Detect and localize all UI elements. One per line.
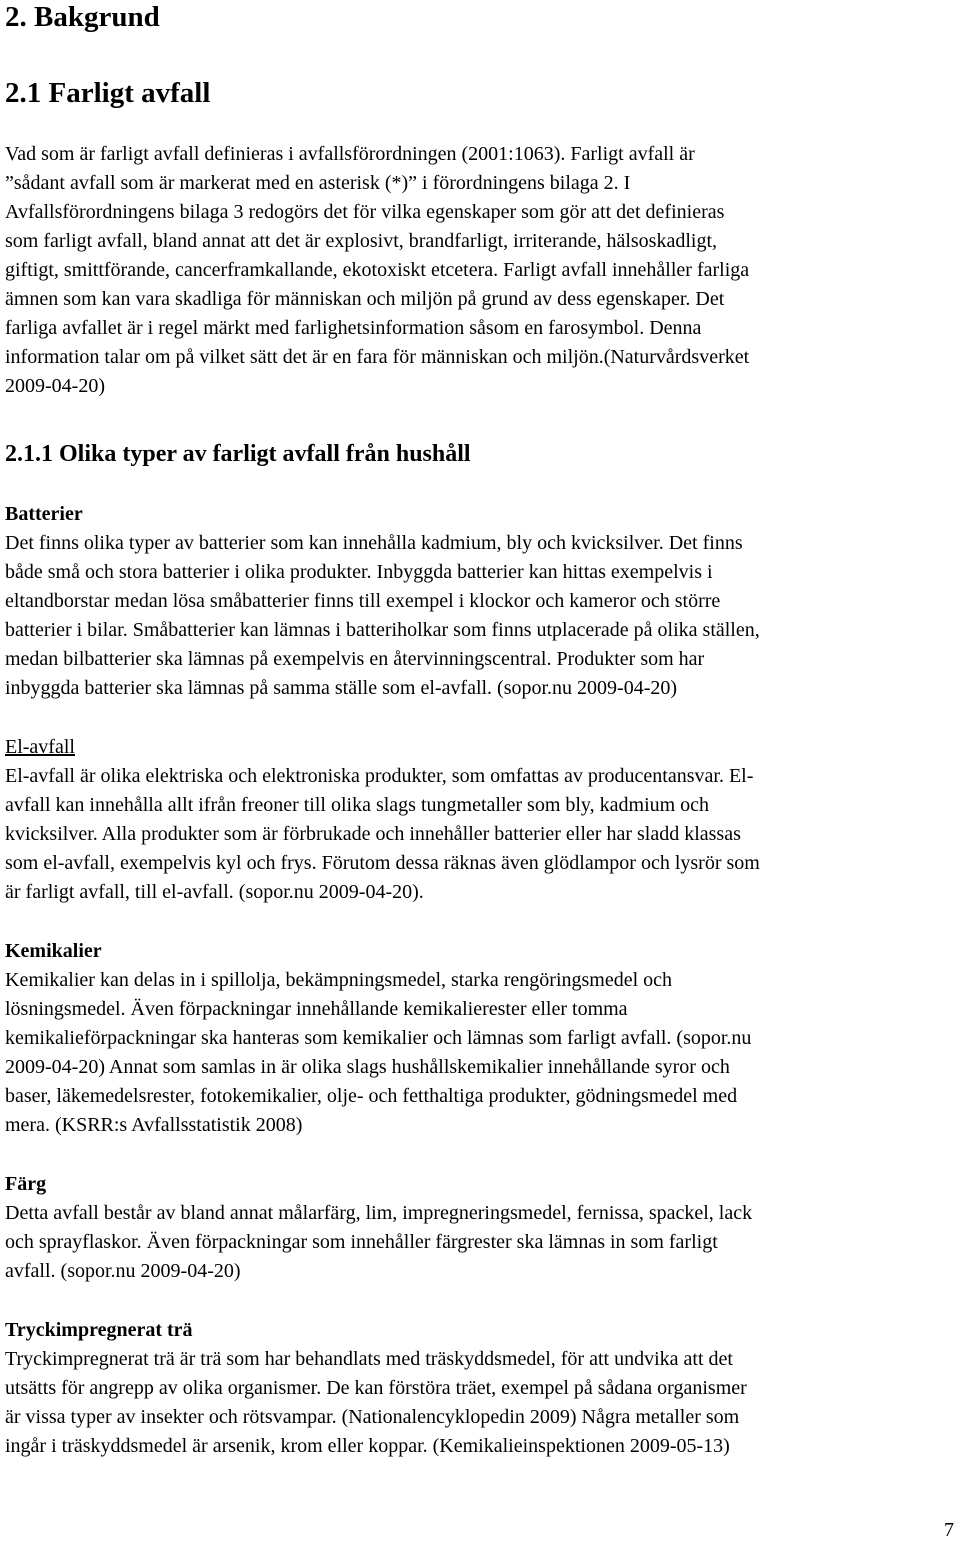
text-line: som farligt avfall, bland annat att det är explosivt, brandfarligt, irriterande, hälsoskadligt, [5,230,718,252]
farg-paragraph [5,1199,957,1286]
text-line: kemikalieförpackningar ska hanteras som kemikalier och lämnas som farligt avfall. (sopor.nu [5,1027,752,1049]
text-line: avfall kan innehålla allt ifrån freoner till olika slags tungmetaller som bly, kadmium och [5,794,710,816]
text-line: batterier i bilar. Småbatterier kan lämnas i batteriholkar som finns utplacerade på olika ställen, [5,619,760,641]
text-line: kvicksilver. Alla produkter som är förbrukade och innehåller batterier eller har sladd klassas [5,823,741,845]
intro-paragraph [5,140,957,401]
text-line: inbyggda batterier ska lämnas på samma ställe som el-avfall. (sopor.nu 2009-04-20) [5,677,678,699]
batterier-paragraph [5,529,957,703]
text-line: både små och stora batterier i olika produkter. Inbyggda batterier kan hittas exempelvis i [5,561,713,583]
text-line: och sprayflaskor. Även förpackningar som innehåller färgrester ska lämnas in som farligt [5,1231,718,1253]
text-line: ämnen som kan vara skadliga för människan och miljön på grund av dess egenskaper. Det [5,288,725,310]
kemikalier-heading: Kemikalier [5,940,102,962]
text-line: lösningsmedel. Även förpackningar innehållande kemikalierester eller tomma [5,998,628,1020]
text-line: giftigt, smittförande, cancerframkallande, ekotoxiskt etcetera. Farligt avfall innehåller farliga [5,259,750,281]
text-line: Vad som är farligt avfall definieras i avfallsförordningen (2001:1063). Farligt avfall är [5,143,695,165]
text-line: information talar om på vilket sätt det är en fara för människan och miljön.(Naturvårdsverket [5,346,750,368]
batterier-heading: Batterier [5,503,83,525]
tryckimpregnerat-paragraph [5,1345,957,1461]
text-line: eltandborstar medan lösa småbatterier finns till exempel i klockor och kameror och större [5,590,721,612]
text-line: El-avfall är olika elektriska och elektroniska produkter, som omfattas av producentansvar. El- [5,765,754,787]
text-line: avfall. (sopor.nu 2009-04-20) [5,1260,241,1282]
text-line: 2009-04-20) [5,375,105,397]
text-line: farliga avfallet är i regel märkt med farlighetsinformation såsom en farosymbol. Denna [5,317,702,339]
subsection-title: 2.1.1 Olika typer av farligt avfall från hushåll [5,441,471,467]
farg-heading: Färg [5,1173,47,1195]
text-line: ”sådant avfall som är markerat med en asterisk (*)” i förordningens bilaga 2. I [5,172,631,194]
text-line: Det finns olika typer av batterier som kan innehålla kadmium, bly och kvicksilver. Det finns [5,532,743,554]
text-line: baser, läkemedelsrester, fotokemikalier, olje- och fetthaltiga produkter, gödningsmedel med [5,1085,738,1107]
elavfall-heading: El-avfall [5,736,75,758]
text-line: som el-avfall, exempelvis kyl och frys. Förutom dessa räknas även glödlampor och lysrör som [5,852,760,874]
text-line: Kemikalier kan delas in i spillolja, bekämpningsmedel, starka rengöringsmedel och [5,969,673,991]
tryckimpregnerat-heading: Tryckimpregnerat trä [5,1319,193,1341]
text-line: 2009-04-20) Annat som samlas in är olika slags hushållskemikalier innehållande syror och [5,1056,730,1078]
text-line: är vissa typer av insekter och rötsvampar. (Nationalencyklopedin 2009) Några metaller som [5,1406,740,1428]
elavfall-paragraph [5,762,957,907]
text-line: Avfallsförordningens bilaga 3 redogörs det för vilka egenskaper som gör att det definieras [5,201,725,223]
text-line: medan bilbatterier ska lämnas på exempelvis en återvinningscentral. Produkter som har [5,648,705,670]
page-number: 7 [944,1519,954,1541]
text-line: utsätts för angrepp av olika organismer. De kan förstöra träet, exempel på sådana organismer [5,1377,747,1399]
text-line: ingår i träskyddsmedel är arsenik, krom eller koppar. (Kemikalieinspektionen 2009-05-13) [5,1435,730,1457]
kemikalier-paragraph [5,966,957,1140]
section-title: 2.1 Farligt avfall [5,77,211,109]
chapter-title: 2. Bakgrund [5,1,160,33]
text-line: Detta avfall består av bland annat målarfärg, lim, impregneringsmedel, fernissa, spackel, lack [5,1202,753,1224]
text-line: Tryckimpregnerat trä är trä som har behandlats med träskyddsmedel, för att undvika att det [5,1348,733,1370]
text-line: mera. (KSRR:s Avfallsstatistik 2008) [5,1114,303,1136]
text-line: är farligt avfall, till el-avfall. (sopor.nu 2009-04-20). [5,881,424,903]
